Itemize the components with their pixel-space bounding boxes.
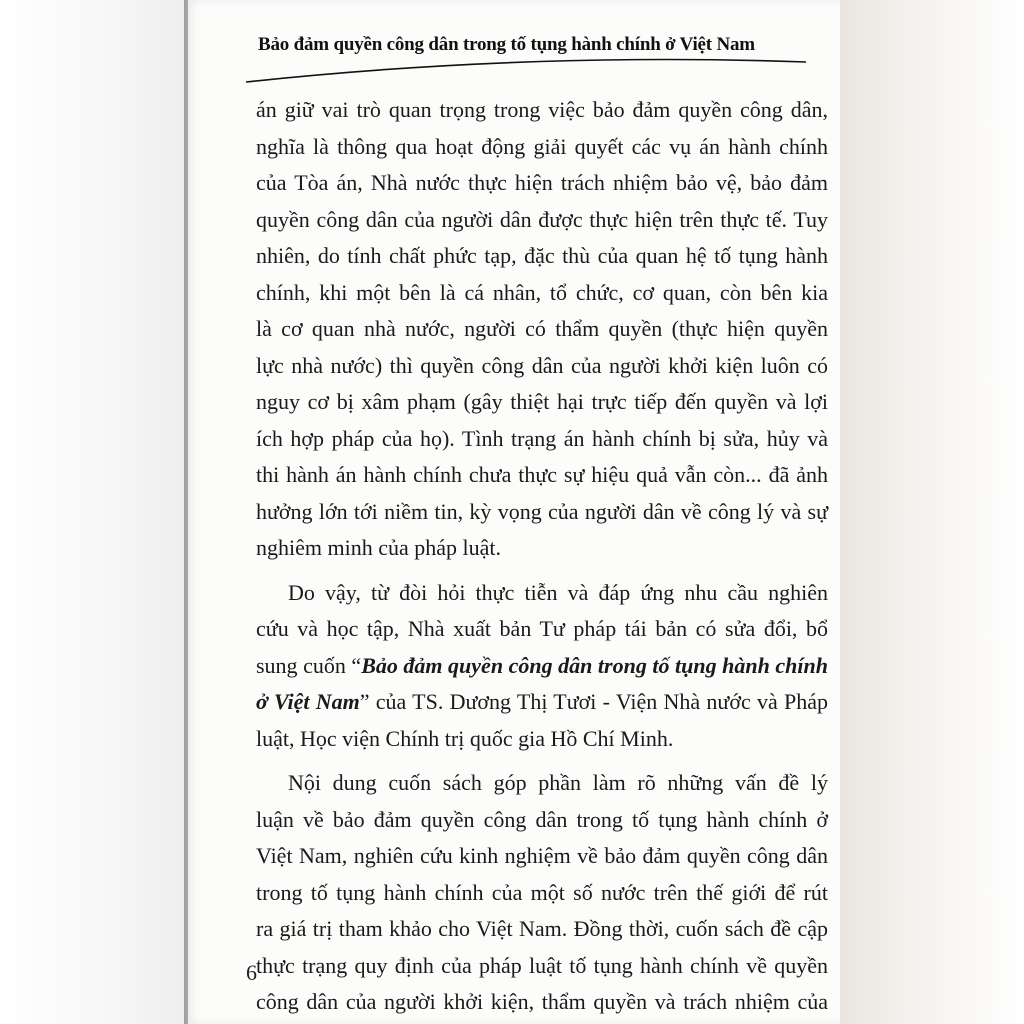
running-header: Bảo đảm quyền công dân trong tố tụng hành chính ở Việt Nam: [258, 34, 755, 55]
text-line: thực trạng quy định của pháp luật tố tụng hành chính về quyền: [256, 952, 828, 978]
text-line: nhiên, do tính chất phức tạp, đặc thù của quan hệ tố tụng hành: [256, 243, 828, 268]
paragraph-1: [256, 92, 828, 567]
text-line: công dân của người khởi kiện, thẩm quyền và trách nhiệm của: [256, 989, 828, 1014]
text-line: là cơ quan nhà nước, người có thẩm quyền (thực hiện quyền: [256, 316, 828, 341]
book-title: ở Việt Nam: [256, 689, 360, 714]
text-line: Do vậy, từ đòi hỏi thực tiễn và đáp ứng nhu cầu nghiên: [288, 579, 828, 605]
left-background: [0, 0, 184, 1024]
page-edge-shadow: [840, 0, 1024, 1024]
text-fragment: sung cuốn “: [256, 652, 362, 678]
book-title: Bảo đảm quyền công dân trong tố tụng hành chính: [361, 652, 828, 678]
paragraph-2: [256, 575, 828, 758]
text-line: của Tòa án, Nhà nước thực hiện trách nhiệm bảo vệ, bảo đảm: [256, 170, 828, 195]
page-number: 6: [246, 960, 257, 985]
text-line: hưởng lớn tới niềm tin, kỳ vọng của người dân về công lý và sự: [256, 498, 828, 524]
text-line: Việt Nam, nghiên cứu kinh nghiệm về bảo đảm quyền công dân: [256, 843, 828, 868]
text-line: luận về bảo đảm quyền công dân trong tố tụng hành chính ở: [256, 806, 828, 832]
text-line: trong tố tụng hành chính của một số nước trên thế giới để rút: [256, 879, 828, 905]
header-curved-rule: [246, 56, 806, 86]
text-line: cứu và học tập, Nhà xuất bản Tư pháp tái bản có sửa đổi, bổ: [256, 616, 828, 641]
text-line: chính, khi một bên là cá nhân, tổ chức, cơ quan, còn bên kia: [256, 279, 828, 305]
text-line: nghiêm minh của pháp luật.: [256, 535, 501, 560]
paragraph-3: [256, 765, 828, 1021]
text-line: [256, 684, 828, 721]
text-line: án giữ vai trò quan trọng trong việc bảo đảm quyền công dân,: [256, 97, 828, 122]
text-line: nguy cơ bị xâm phạm (gây thiệt hại trực tiếp đến quyền và lợi: [256, 389, 828, 414]
text-line: quyền công dân của người dân được thực hiện trên thực tế. Tuy: [256, 206, 828, 232]
text-line: lực nhà nước) thì quyền công dân của người khởi kiện luôn có: [256, 352, 828, 378]
text-line: nghĩa là thông qua hoạt động giải quyết các vụ án hành chính: [256, 133, 828, 159]
text-line: [256, 648, 828, 685]
text-line: Nội dung cuốn sách góp phần làm rõ những vấn đề lý: [288, 770, 828, 795]
text-line: thi hành án hành chính chưa thực sự hiệu quả vẫn còn... đã ảnh: [256, 462, 828, 487]
text-line: ra giá trị tham khảo cho Việt Nam. Đồng thời, cuốn sách đề cập: [256, 916, 828, 941]
text-line: luật, Học viện Chính trị quốc gia Hồ Chí Minh.: [256, 725, 674, 751]
text-line: ích hợp pháp của họ). Tình trạng án hành chính bị sửa, hủy và: [256, 425, 828, 451]
text-fragment: ” của TS. Dương Thị Tươi - Viện Nhà nước và Pháp: [359, 689, 828, 714]
body-text: [256, 92, 828, 1021]
